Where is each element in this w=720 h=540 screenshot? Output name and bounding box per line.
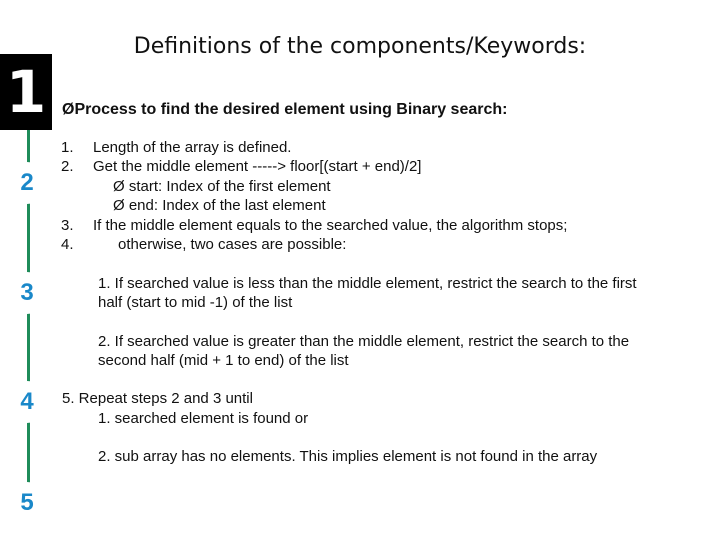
step-marker-2: 2	[6, 162, 48, 204]
list-item-2: Get the middle element -----> floor[(start + end)/2]	[93, 158, 422, 175]
step-marker-3: 3	[6, 272, 48, 314]
repeat-condition-2: 2. sub array has no elements. This implies element is not found in the array	[98, 448, 598, 465]
slide-number-badge: 1	[0, 54, 52, 130]
sub-item-end: Ø end: Index of the last element	[113, 197, 326, 214]
list-number-1: 1.	[61, 139, 74, 156]
sub-item-start: Ø start: Index of the first element	[113, 178, 331, 195]
section-heading: ØProcess to find the desired element using Binary search:	[62, 101, 508, 118]
step-marker-4: 4	[6, 381, 48, 423]
page-title: Definitions of the components/Keywords:	[133, 34, 587, 59]
case-1-line-2: half (start to mid -1) of the list	[98, 294, 293, 311]
list-item-4: otherwise, two cases are possible:	[118, 236, 347, 253]
list-number-3: 3.	[61, 217, 74, 234]
step-marker-5: 5	[6, 482, 48, 524]
case-2-line-2: second half (mid + 1 to end) of the list	[98, 352, 349, 369]
list-number-2: 2.	[61, 158, 74, 175]
list-item-3: If the middle element equals to the searched value, the algorithm stops;	[93, 217, 568, 234]
repeat-step-line: 5. Repeat steps 2 and 3 until	[62, 390, 253, 407]
list-item-1: Length of the array is defined.	[93, 139, 292, 156]
case-2-line-1: 2. If searched value is greater than the middle element, restrict the search to the	[98, 333, 630, 350]
repeat-condition-1: 1. searched element is found or	[98, 410, 309, 427]
case-1-line-1: 1. If searched value is less than the middle element, restrict the search to the first	[98, 275, 637, 292]
list-number-4: 4.	[61, 236, 74, 253]
